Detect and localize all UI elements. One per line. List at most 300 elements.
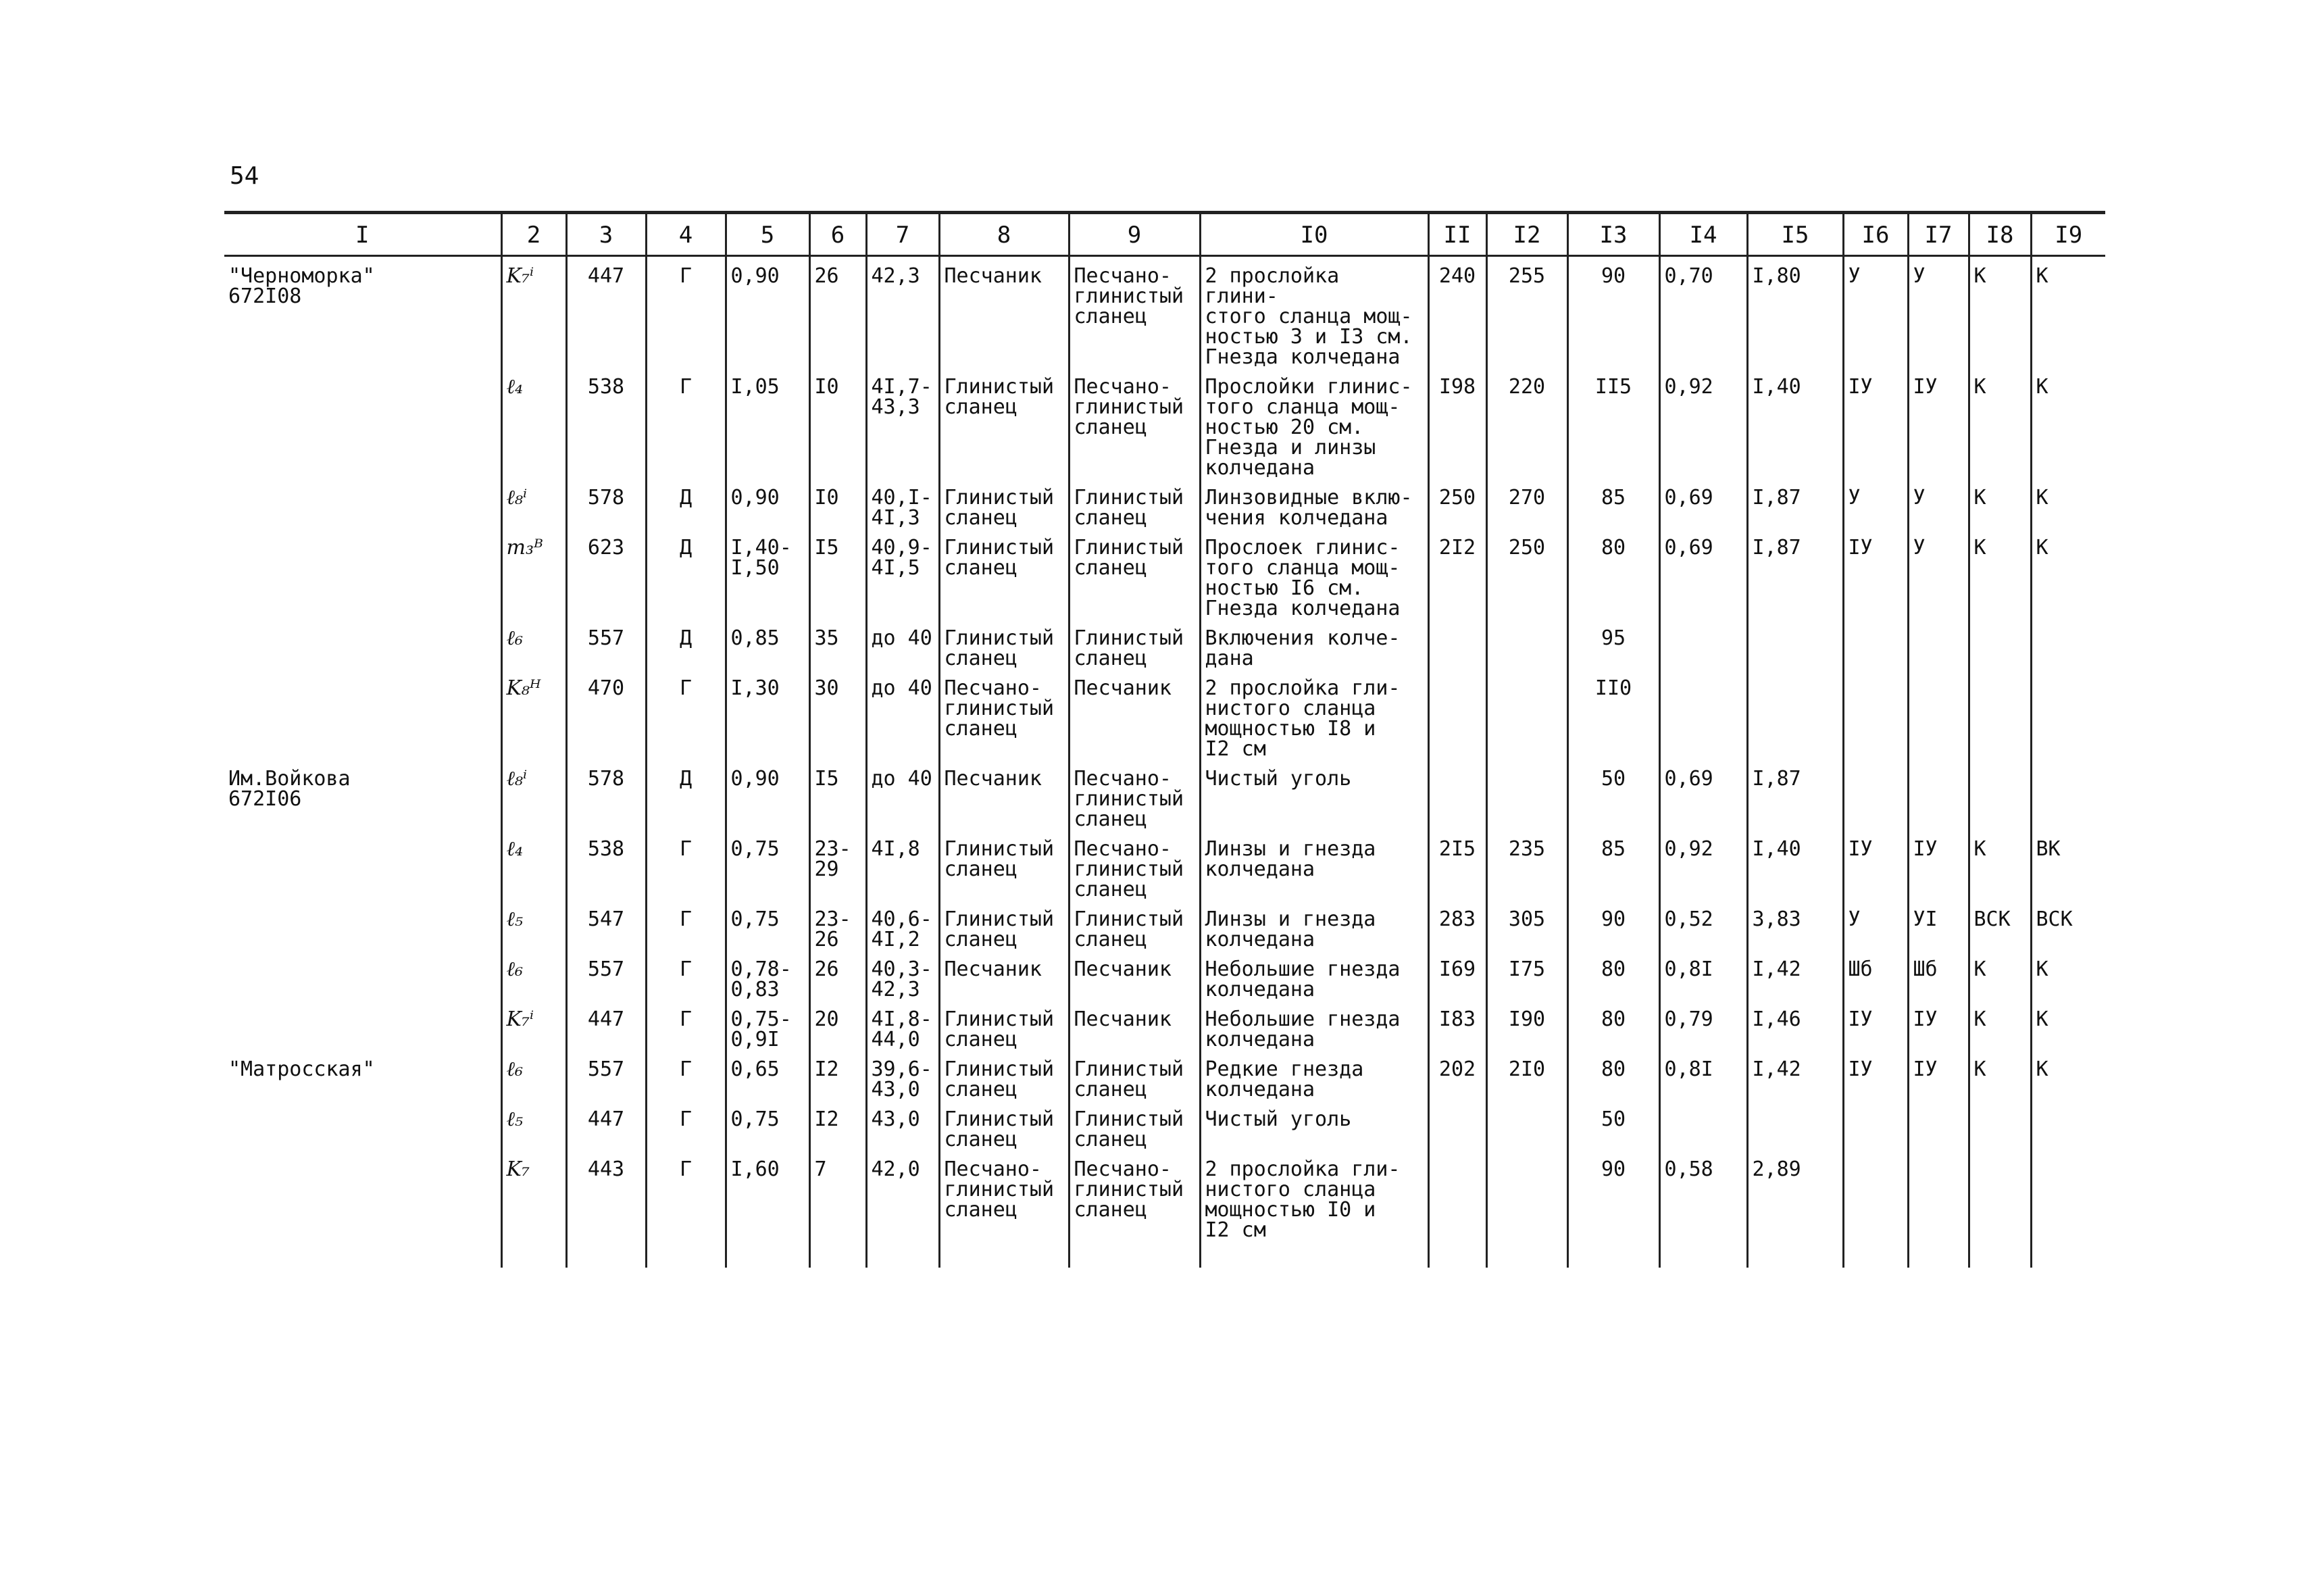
table-row: [224, 669, 2105, 759]
cell-col-2: ℓ₈ⁱ: [501, 478, 566, 528]
cell-col-8: Глинистый сланец: [939, 368, 1069, 478]
cell-col-6: 30: [809, 669, 866, 759]
cell-col-4: Г: [646, 830, 726, 900]
cell-col-10: 2 прослойка глини- стого сланца мощ- ностью 3 и I3 см. Гнезда колчедана: [1200, 256, 1428, 368]
cell-col-14: [1659, 669, 1747, 759]
cell-col-19: К: [2031, 1050, 2105, 1100]
cell-col-14: 0,79: [1659, 1000, 1747, 1050]
cell-col-18: [1969, 1100, 2031, 1150]
cell-col-1: [224, 1150, 501, 1268]
column-header-14: I4: [1659, 213, 1747, 256]
cell-col-15: I,42: [1747, 1050, 1843, 1100]
cell-col-2: ℓ₆: [501, 1050, 566, 1100]
cell-col-10: Чистый уголь: [1200, 759, 1428, 830]
cell-col-3: 557: [566, 1050, 646, 1100]
table-row: [224, 256, 2105, 368]
cell-col-6: I5: [809, 759, 866, 830]
cell-col-16: Шб: [1843, 950, 1908, 1000]
cell-col-7: 39,6- 43,0: [866, 1050, 939, 1100]
cell-col-17: IУ: [1908, 830, 1969, 900]
cell-col-16: [1843, 669, 1908, 759]
column-header-4: 4: [646, 213, 726, 256]
cell-col-8: Песчаник: [939, 950, 1069, 1000]
column-header-11: II: [1428, 213, 1486, 256]
cell-col-2: K₈ᴴ: [501, 669, 566, 759]
cell-col-9: Песчано- глинистый сланец: [1069, 830, 1200, 900]
cell-col-8: Песчано- глинистый сланец: [939, 1150, 1069, 1268]
cell-col-9: Песчаник: [1069, 669, 1200, 759]
cell-col-11: 240: [1428, 256, 1486, 368]
cell-col-19: [2031, 1150, 2105, 1268]
cell-col-5: 0,75: [726, 900, 809, 950]
cell-col-6: 26: [809, 950, 866, 1000]
cell-col-16: У: [1843, 478, 1908, 528]
cell-col-4: Г: [646, 256, 726, 368]
cell-col-12: 305: [1486, 900, 1567, 950]
column-header-12: I2: [1486, 213, 1567, 256]
cell-col-18: К: [1969, 478, 2031, 528]
table-row: [224, 1050, 2105, 1100]
table-row: [224, 528, 2105, 619]
cell-col-3: 538: [566, 830, 646, 900]
cell-col-12: [1486, 669, 1567, 759]
cell-col-14: 0,58: [1659, 1150, 1747, 1268]
column-header-16: I6: [1843, 213, 1908, 256]
cell-col-17: [1908, 1100, 1969, 1150]
cell-col-7: до 40: [866, 669, 939, 759]
cell-col-18: [1969, 619, 2031, 669]
cell-col-18: [1969, 669, 2031, 759]
cell-col-17: Шб: [1908, 950, 1969, 1000]
cell-col-17: [1908, 759, 1969, 830]
cell-col-16: IУ: [1843, 1050, 1908, 1100]
cell-col-10: Чистый уголь: [1200, 1100, 1428, 1150]
cell-col-17: У: [1908, 256, 1969, 368]
cell-col-15: [1747, 619, 1843, 669]
cell-col-15: [1747, 1100, 1843, 1150]
cell-col-5: 0,90: [726, 478, 809, 528]
page-number: 54: [230, 162, 259, 190]
cell-col-10: Небольшие гнезда колчедана: [1200, 1000, 1428, 1050]
column-header-6: 6: [809, 213, 866, 256]
column-header-1: I: [224, 213, 501, 256]
cell-col-11: 2I5: [1428, 830, 1486, 900]
cell-col-8: Глинистый сланец: [939, 1050, 1069, 1100]
cell-col-15: I,87: [1747, 528, 1843, 619]
cell-col-9: Песчано- глинистый сланец: [1069, 368, 1200, 478]
cell-col-6: I2: [809, 1050, 866, 1100]
cell-col-1: [224, 619, 501, 669]
cell-col-4: Д: [646, 478, 726, 528]
cell-col-13: 80: [1567, 528, 1659, 619]
cell-col-13: 50: [1567, 1100, 1659, 1150]
cell-col-13: II5: [1567, 368, 1659, 478]
table-body: [224, 256, 2105, 1268]
cell-col-10: Линзы и гнезда колчедана: [1200, 830, 1428, 900]
cell-col-7: до 40: [866, 759, 939, 830]
cell-col-9: Глинистый сланец: [1069, 1050, 1200, 1100]
cell-col-12: 235: [1486, 830, 1567, 900]
cell-col-16: IУ: [1843, 1000, 1908, 1050]
cell-col-6: I0: [809, 478, 866, 528]
cell-col-2: K₇ⁱ: [501, 256, 566, 368]
cell-col-5: 0,78- 0,83: [726, 950, 809, 1000]
cell-col-19: [2031, 759, 2105, 830]
cell-col-8: Песчаник: [939, 256, 1069, 368]
cell-col-19: [2031, 1100, 2105, 1150]
cell-col-12: 270: [1486, 478, 1567, 528]
column-header-7: 7: [866, 213, 939, 256]
cell-col-8: Песчаник: [939, 759, 1069, 830]
table-header-row: [224, 213, 2105, 256]
cell-col-1: [224, 528, 501, 619]
cell-col-3: 447: [566, 1100, 646, 1150]
cell-col-6: 35: [809, 619, 866, 669]
cell-col-13: 90: [1567, 1150, 1659, 1268]
cell-col-14: 0,69: [1659, 528, 1747, 619]
cell-col-18: К: [1969, 368, 2031, 478]
cell-col-5: 0,90: [726, 256, 809, 368]
table-row: [224, 900, 2105, 950]
cell-col-1: [224, 950, 501, 1000]
cell-col-16: [1843, 619, 1908, 669]
cell-col-16: [1843, 759, 1908, 830]
cell-col-13: 80: [1567, 950, 1659, 1000]
cell-col-17: IУ: [1908, 368, 1969, 478]
cell-col-18: ВСК: [1969, 900, 2031, 950]
cell-col-4: Г: [646, 900, 726, 950]
cell-col-19: ВК: [2031, 830, 2105, 900]
cell-col-16: IУ: [1843, 528, 1908, 619]
cell-col-12: [1486, 619, 1567, 669]
cell-col-14: [1659, 619, 1747, 669]
cell-col-14: 0,69: [1659, 759, 1747, 830]
cell-col-4: Г: [646, 1050, 726, 1100]
cell-col-4: Д: [646, 528, 726, 619]
cell-col-17: IУ: [1908, 1050, 1969, 1100]
cell-col-17: У: [1908, 478, 1969, 528]
cell-col-1: "Матросская": [228, 1057, 375, 1081]
cell-col-2: m₃ᴮ: [501, 528, 566, 619]
cell-col-2: ℓ₄: [501, 368, 566, 478]
cell-col-11: [1428, 619, 1486, 669]
cell-col-15: I,42: [1747, 950, 1843, 1000]
cell-col-18: К: [1969, 1050, 2031, 1100]
cell-col-8: Глинистый сланец: [939, 1000, 1069, 1050]
column-header-3: 3: [566, 213, 646, 256]
cell-col-10: Прослоек глинис- того сланца мощ- ностью I6 см. Гнезда колчедана: [1200, 528, 1428, 619]
cell-col-9: Песчаник: [1069, 950, 1200, 1000]
cell-col-13: 85: [1567, 830, 1659, 900]
cell-col-10: Линзовидные вклю- чения колчедана: [1200, 478, 1428, 528]
cell-col-2: ℓ₆: [501, 950, 566, 1000]
cell-col-6: 23- 29: [809, 830, 866, 900]
cell-col-6: I0: [809, 368, 866, 478]
coal-seam-table: [224, 211, 2105, 1268]
cell-col-5: I,30: [726, 669, 809, 759]
cell-col-9: Глинистый сланец: [1069, 900, 1200, 950]
table-row: [224, 1100, 2105, 1150]
cell-col-2: ℓ₄: [501, 830, 566, 900]
cell-col-10: Прослойки глинис- того сланца мощ- ностью 20 см. Гнезда и линзы колчедана: [1200, 368, 1428, 478]
cell-col-2: K₇: [501, 1150, 566, 1268]
cell-col-13: 90: [1567, 900, 1659, 950]
cell-col-10: Редкие гнезда колчедана: [1200, 1050, 1428, 1100]
cell-col-4: Д: [646, 619, 726, 669]
cell-col-15: 3,83: [1747, 900, 1843, 950]
cell-col-3: 447: [566, 256, 646, 368]
cell-col-14: 0,92: [1659, 368, 1747, 478]
cell-col-12: I75: [1486, 950, 1567, 1000]
cell-col-7: 42,3: [866, 256, 939, 368]
cell-col-11: [1428, 669, 1486, 759]
cell-col-11: 250: [1428, 478, 1486, 528]
cell-col-7: 4I,8- 44,0: [866, 1000, 939, 1050]
cell-col-9: Глинистый сланец: [1069, 478, 1200, 528]
table-row: [224, 478, 2105, 528]
cell-col-16: [1843, 1150, 1908, 1268]
cell-col-8: Песчано- глинистый сланец: [939, 669, 1069, 759]
cell-col-15: I,87: [1747, 478, 1843, 528]
cell-col-1: [224, 478, 501, 528]
column-header-15: I5: [1747, 213, 1843, 256]
cell-col-18: К: [1969, 830, 2031, 900]
column-header-17: I7: [1908, 213, 1969, 256]
cell-col-15: I,80: [1747, 256, 1843, 368]
cell-col-6: 23- 26: [809, 900, 866, 950]
cell-col-12: 255: [1486, 256, 1567, 368]
cell-col-1: [224, 1000, 501, 1050]
cell-col-1: [224, 669, 501, 759]
cell-col-13: 90: [1567, 256, 1659, 368]
column-header-9: 9: [1069, 213, 1200, 256]
cell-col-14: 0,52: [1659, 900, 1747, 950]
column-header-10: I0: [1200, 213, 1428, 256]
cell-col-3: 443: [566, 1150, 646, 1268]
cell-col-1: Им.Войкова 672I06: [228, 767, 351, 811]
cell-col-6: I5: [809, 528, 866, 619]
cell-col-4: Д: [646, 759, 726, 830]
cell-col-8: Глинистый сланец: [939, 830, 1069, 900]
cell-col-9: Песчано- глинистый сланец: [1069, 759, 1200, 830]
cell-col-14: 0,69: [1659, 478, 1747, 528]
cell-col-16: IУ: [1843, 368, 1908, 478]
cell-col-12: 220: [1486, 368, 1567, 478]
cell-col-9: Глинистый сланец: [1069, 528, 1200, 619]
cell-col-1: [224, 900, 501, 950]
cell-col-6: I2: [809, 1100, 866, 1150]
cell-col-18: К: [1969, 1000, 2031, 1050]
cell-col-10: 2 прослойка гли- нистого сланца мощностью I8 и I2 см: [1200, 669, 1428, 759]
cell-col-4: Г: [646, 368, 726, 478]
cell-col-9: Глинистый сланец: [1069, 1100, 1200, 1150]
cell-col-19: [2031, 619, 2105, 669]
cell-col-15: I,40: [1747, 368, 1843, 478]
cell-col-7: 40,3- 42,3: [866, 950, 939, 1000]
table-row: [224, 368, 2105, 478]
cell-col-15: 2,89: [1747, 1150, 1843, 1268]
cell-col-5: 0,65: [726, 1050, 809, 1100]
table-row: [224, 950, 2105, 1000]
cell-col-3: 557: [566, 950, 646, 1000]
cell-col-5: I,40- I,50: [726, 528, 809, 619]
cell-col-5: 0,75- 0,9I: [726, 1000, 809, 1050]
cell-col-12: [1486, 1100, 1567, 1150]
cell-col-1: [224, 368, 501, 478]
cell-col-1: "Черноморка" 672I08: [228, 264, 375, 308]
cell-col-3: 557: [566, 619, 646, 669]
cell-col-8: Глинистый сланец: [939, 619, 1069, 669]
cell-col-19: К: [2031, 1000, 2105, 1050]
cell-col-13: 85: [1567, 478, 1659, 528]
cell-col-19: К: [2031, 368, 2105, 478]
cell-col-7: 40,I- 4I,3: [866, 478, 939, 528]
cell-col-11: I69: [1428, 950, 1486, 1000]
cell-col-11: 2I2: [1428, 528, 1486, 619]
cell-col-5: 0,85: [726, 619, 809, 669]
cell-col-7: 40,6- 4I,2: [866, 900, 939, 950]
cell-col-18: [1969, 759, 2031, 830]
cell-col-7: 40,9- 4I,5: [866, 528, 939, 619]
cell-col-2: ℓ₅: [501, 1100, 566, 1150]
cell-col-1: [224, 830, 501, 900]
cell-col-18: К: [1969, 256, 2031, 368]
cell-col-12: [1486, 1150, 1567, 1268]
cell-col-13: 50: [1567, 759, 1659, 830]
cell-col-4: Г: [646, 669, 726, 759]
column-header-2: 2: [501, 213, 566, 256]
cell-col-11: 202: [1428, 1050, 1486, 1100]
column-header-19: I9: [2031, 213, 2105, 256]
cell-col-18: [1969, 1150, 2031, 1268]
cell-col-7: 4I,7- 43,3: [866, 368, 939, 478]
cell-col-14: [1659, 1100, 1747, 1150]
cell-col-10: Линзы и гнезда колчедана: [1200, 900, 1428, 950]
cell-col-5: I,05: [726, 368, 809, 478]
cell-col-11: I83: [1428, 1000, 1486, 1050]
cell-col-14: 0,92: [1659, 830, 1747, 900]
cell-col-11: I98: [1428, 368, 1486, 478]
cell-col-10: Небольшие гнезда колчедана: [1200, 950, 1428, 1000]
column-header-18: I8: [1969, 213, 2031, 256]
cell-col-17: [1908, 1150, 1969, 1268]
cell-col-9: Песчано- глинистый сланец: [1069, 1150, 1200, 1268]
column-header-13: I3: [1567, 213, 1659, 256]
cell-col-18: К: [1969, 528, 2031, 619]
cell-col-10: 2 прослойка гли- нистого сланца мощностью I0 и I2 см: [1200, 1150, 1428, 1268]
cell-col-2: ℓ₈ⁱ: [501, 759, 566, 830]
cell-col-12: 250: [1486, 528, 1567, 619]
cell-col-6: 26: [809, 256, 866, 368]
cell-col-2: ℓ₆: [501, 619, 566, 669]
table-row: [224, 619, 2105, 669]
cell-col-3: 447: [566, 1000, 646, 1050]
cell-col-7: 42,0: [866, 1150, 939, 1268]
cell-col-17: У: [1908, 528, 1969, 619]
cell-col-12: [1486, 759, 1567, 830]
cell-col-19: К: [2031, 256, 2105, 368]
cell-col-17: [1908, 669, 1969, 759]
cell-col-15: I,40: [1747, 830, 1843, 900]
cell-col-5: I,60: [726, 1150, 809, 1268]
cell-col-15: I,87: [1747, 759, 1843, 830]
cell-col-5: 0,75: [726, 830, 809, 900]
cell-col-7: 43,0: [866, 1100, 939, 1150]
cell-col-3: 538: [566, 368, 646, 478]
cell-col-3: 470: [566, 669, 646, 759]
cell-col-13: 95: [1567, 619, 1659, 669]
column-header-5: 5: [726, 213, 809, 256]
cell-col-9: Песчано- глинистый сланец: [1069, 256, 1200, 368]
column-header-8: 8: [939, 213, 1069, 256]
cell-col-19: К: [2031, 950, 2105, 1000]
cell-col-3: 623: [566, 528, 646, 619]
table-row: [224, 1150, 2105, 1268]
cell-col-11: 283: [1428, 900, 1486, 950]
cell-col-14: 0,8I: [1659, 1050, 1747, 1100]
cell-col-17: УI: [1908, 900, 1969, 950]
cell-col-6: 7: [809, 1150, 866, 1268]
cell-col-8: Глинистый сланец: [939, 478, 1069, 528]
cell-col-16: [1843, 1100, 1908, 1150]
table-row: [224, 830, 2105, 900]
cell-col-17: [1908, 619, 1969, 669]
cell-col-5: 0,90: [726, 759, 809, 830]
cell-col-19: ВСК: [2031, 900, 2105, 950]
cell-col-16: У: [1843, 900, 1908, 950]
cell-col-2: ℓ₅: [501, 900, 566, 950]
cell-col-19: К: [2031, 528, 2105, 619]
cell-col-4: Г: [646, 950, 726, 1000]
cell-col-19: К: [2031, 478, 2105, 528]
cell-col-8: Глинистый сланец: [939, 528, 1069, 619]
cell-col-4: Г: [646, 1000, 726, 1050]
cell-col-8: Глинистый сланец: [939, 1100, 1069, 1150]
cell-col-18: К: [1969, 950, 2031, 1000]
cell-col-13: II0: [1567, 669, 1659, 759]
cell-col-4: Г: [646, 1100, 726, 1150]
cell-col-15: [1747, 669, 1843, 759]
cell-col-16: У: [1843, 256, 1908, 368]
cell-col-11: [1428, 1100, 1486, 1150]
cell-col-16: IУ: [1843, 830, 1908, 900]
cell-col-9: Глинистый сланец: [1069, 619, 1200, 669]
cell-col-13: 80: [1567, 1050, 1659, 1100]
cell-col-9: Песчаник: [1069, 1000, 1200, 1050]
cell-col-4: Г: [646, 1150, 726, 1268]
cell-col-3: 578: [566, 759, 646, 830]
cell-col-11: [1428, 1150, 1486, 1268]
cell-col-7: до 40: [866, 619, 939, 669]
cell-col-5: 0,75: [726, 1100, 809, 1150]
cell-col-1: [224, 1100, 501, 1150]
cell-col-14: 0,8I: [1659, 950, 1747, 1000]
cell-col-10: Включения колче- дана: [1200, 619, 1428, 669]
table-row: [224, 1000, 2105, 1050]
cell-col-13: 80: [1567, 1000, 1659, 1050]
cell-col-3: 547: [566, 900, 646, 950]
cell-col-3: 578: [566, 478, 646, 528]
cell-col-7: 4I,8: [866, 830, 939, 900]
table-row: [224, 759, 2105, 830]
cell-col-6: 20: [809, 1000, 866, 1050]
cell-col-12: 2I0: [1486, 1050, 1567, 1100]
cell-col-14: 0,70: [1659, 256, 1747, 368]
cell-col-8: Глинистый сланец: [939, 900, 1069, 950]
cell-col-15: I,46: [1747, 1000, 1843, 1050]
cell-col-17: IУ: [1908, 1000, 1969, 1050]
cell-col-19: [2031, 669, 2105, 759]
